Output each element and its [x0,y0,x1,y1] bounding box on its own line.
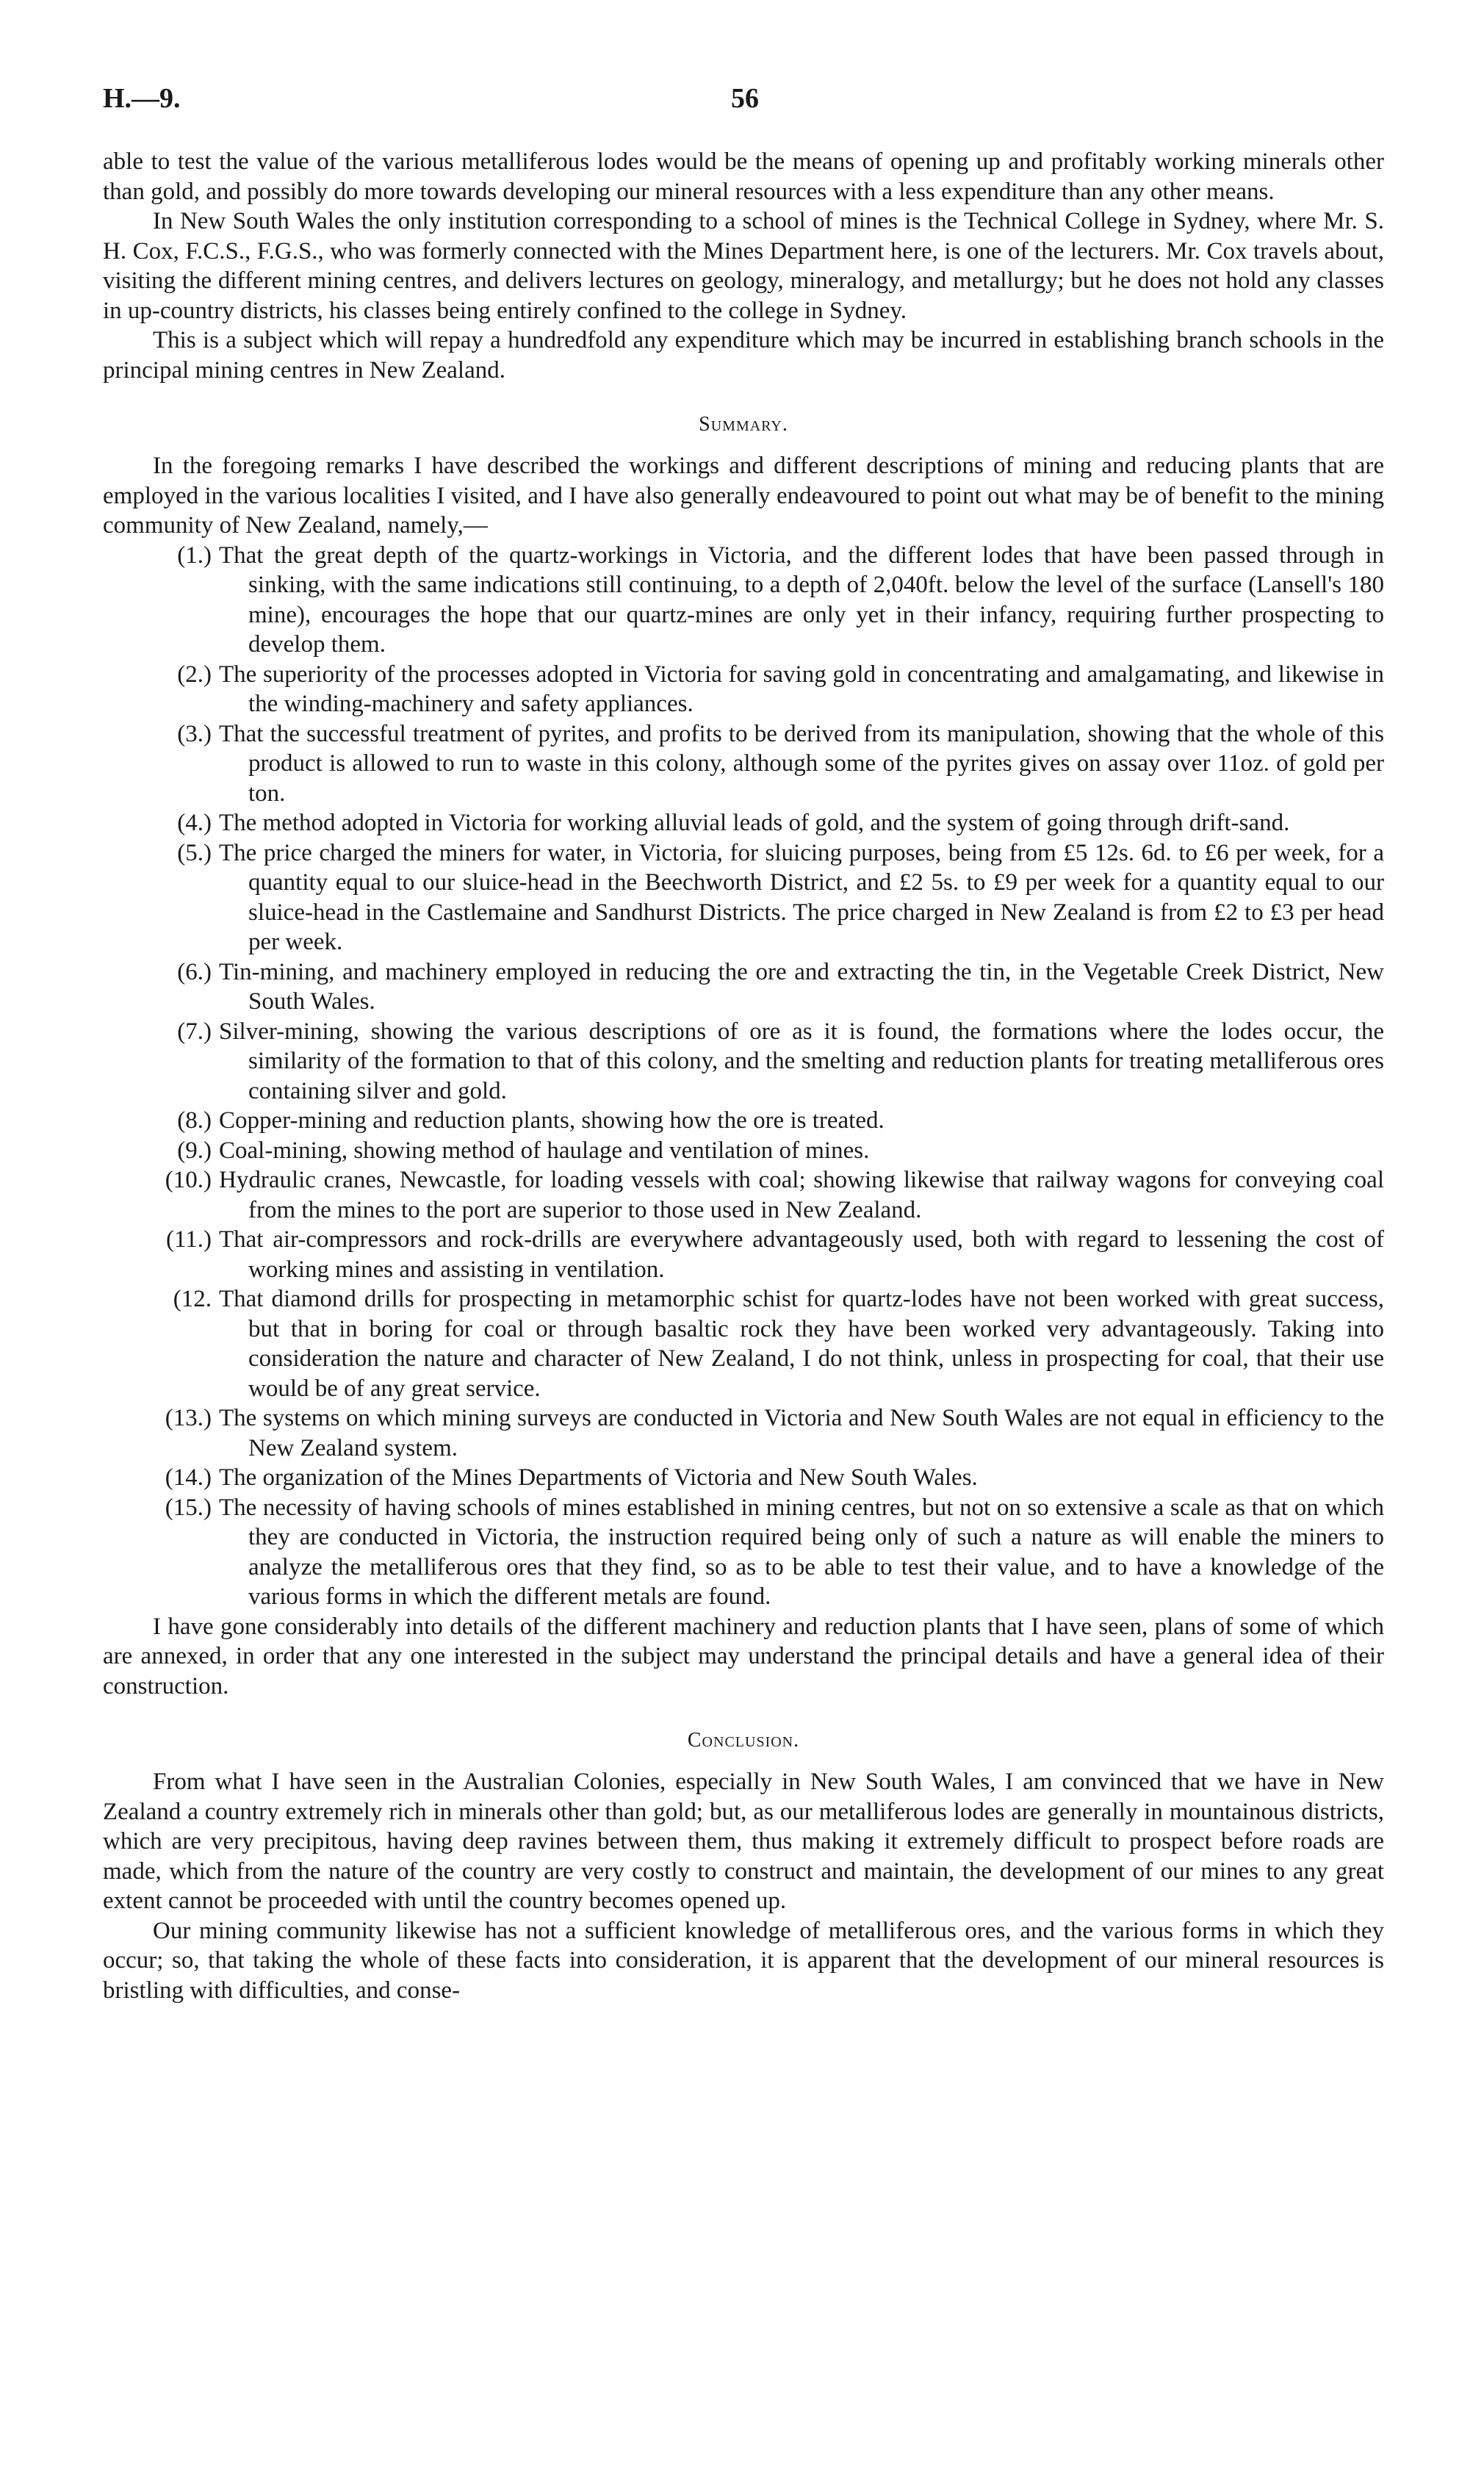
item-number: (9.) [177,1137,212,1164]
item-number: (4.) [177,810,212,836]
paragraph: Our mining community likewise has not a sufficient knowledge of metalliferous ores, and the various forms in which they occur; so, that taking the whole of these facts into consideration, it is apparent that the development of our mineral resources is bristling with difficulties, and conse- [103,1917,1384,2004]
item-number: (12. [173,1286,212,1312]
item-text: The organization of the Mines Departments of Victoria and New South Wales. [219,1464,978,1491]
item-number: (5.) [177,839,212,866]
item-text: The necessity of having schools of mines established in mining centres, but not on so extensive a scale as that on which they are conducted in Victoria, the instruction required being only of such a nature as will enable the miners to analyze the metalliferous ores that they find, so as to be able to test their value, and to have a knowledge of the various forms in which the different metals are found. [219,1494,1384,1610]
item-text: The method adopted in Victoria for working alluvial leads of gold, and the system of going through drift-sand. [219,810,1290,836]
document-page [103,82,1384,2005]
running-header [103,82,1384,126]
item-number: (3.) [177,720,212,747]
list-item [103,957,1384,1017]
item-text: Silver-mining, showing the various descriptions of ore as it is found, the formations where the lodes occur, the similarity of the formation to that of this colony, and the smelting and reduction plants for treating metalliferous ores containing silver and gold. [219,1018,1384,1104]
item-text: Copper-mining and reduction plants, showing how the ore is treated. [219,1107,885,1134]
item-text: That diamond drills for prospecting in metamorphic schist for quartz-lodes have not been worked with great success, but that in boring for coal or through basaltic rock they have been worked very advantageously. Taking into consideration the nature and character of New Zealand, I do not think, unless in prospecting for coal, that their use would be of any great service. [219,1286,1384,1402]
summary-intro: In the foregoing remarks I have described the workings and different descriptions of mining and reducing plants that are employed in the various localities I visited, and I have also generally endeavoured to point out what may be of benefit to the mining community of New Zealand, namely,— [103,453,1384,539]
item-number: (13.) [165,1405,212,1431]
paragraph: This is a subject which will repay a hundredfold any expenditure which may be incurred in establishing branch schools in the principal mining centres in New Zealand. [103,327,1384,384]
list-item [103,1106,1384,1136]
list-item [103,1225,1384,1284]
item-number: (14.) [165,1464,212,1491]
list-item [103,1017,1384,1107]
list-item [103,838,1384,957]
item-number: (2.) [177,661,212,688]
item-number: (6.) [177,958,212,985]
item-number: (8.) [177,1107,212,1134]
summary-list [103,541,1384,1612]
paragraph: In New South Wales the only institution corresponding to a school of mines is the Technical College in Sydney, where Mr. S. H. Cox, F.C.S., F.G.S., who was formerly connected with the Mines Department here, is one of the lecturers. Mr. Cox travels about, visiting the different mining centres, and delivers lectures on geology, mineralogy, and metallurgy; but he does not hold any classes in up-country districts, his classes being entirely confined to the college in Sydney. [103,208,1384,324]
list-item [103,1403,1384,1463]
list-item [103,660,1384,719]
item-number: (1.) [177,542,212,569]
item-text: The price charged the miners for water, in Victoria, for sluicing purposes, being from £5 12s. 6d. to £6 per week, for a quantity equal to our sluice-head in the Beechworth District, and £2 5s. to £9 per week for a quantity equal to our sluice-head in the Castlemaine and Sandhurst Districts. The price charged in New Zealand is from £2 to £3 per head per week. [219,839,1384,955]
list-item [103,1136,1384,1166]
item-text: That air-compressors and rock-drills are everywhere advantageously used, both with regard to lessening the cost of working mines and assisting in ventilation. [219,1226,1384,1283]
conclusion-heading: Conclusion. [687,1729,800,1752]
list-item [103,808,1384,838]
item-number: (15.) [165,1494,212,1521]
list-item [103,1463,1384,1493]
summary-heading: Summary. [699,413,788,436]
list-item [103,1284,1384,1403]
item-text: That the successful treatment of pyrites, and profits to be derived from its manipulation, showing that the whole of this product is allowed to run to waste in this colony, although some of the pyrites gives on assay over 11oz. of gold per ton. [219,720,1384,807]
summary-section [103,413,1384,1701]
item-text: Hydraulic cranes, Newcastle, for loading vessels with coal; showing likewise that railway wagons for conveying coal from the mines to the port are superior to those used in New Zealand. [219,1167,1384,1223]
paragraph: able to test the value of the various metalliferous lodes would be the means of opening up and profitably working minerals other than gold, and possibly do more towards developing our mineral resources with a less expenditure than any other means. [103,148,1384,205]
item-text: The superiority of the processes adopted in Victoria for saving gold in concentrating and amalgamating, and likewise in the winding-machinery and safety appliances. [219,661,1384,717]
intro-section [103,147,1384,385]
item-text: That the great depth of the quartz-workings in Victoria, and the different lodes that have been passed through in sinking, with the same indications still continuing, to a depth of 2,040ft. below the level of the surface (Lansell's 180 mine), encourages the hope that our quartz-mines are only yet in their infancy, requiring further prospecting to develop them. [219,542,1384,658]
item-text: The systems on which mining surveys are conducted in Victoria and New South Wales are not equal in efficiency to the New Zealand system. [219,1405,1384,1461]
report-reference: H.—9. [103,83,181,114]
paragraph: From what I have seen in the Australian Colonies, especially in New South Wales, I am convinced that we have in New Zealand a country extremely rich in minerals other than gold; but, as our metalliferous lodes are generally in mountainous districts, which are very precipitous, having deep ravines between them, thus making it extremely difficult to prospect before roads are made, which from the nature of the country are very costly to construct and maintain, the development of our mines to any great extent cannot be proceeded with until the country becomes opened up. [103,1769,1384,1914]
list-item [103,719,1384,809]
conclusion-section [103,1729,1384,2005]
list-item [103,1165,1384,1225]
item-text: Coal-mining, showing method of haulage and ventilation of mines. [219,1137,870,1164]
summary-closing: I have gone considerably into details of the different machinery and reduction plants that I have seen, plans of some of which are annexed, in order that any one interested in the subject may understand the principal details and have a general idea of their construction. [103,1613,1384,1699]
list-item [103,1493,1384,1612]
list-item [103,541,1384,660]
item-number: (10.) [165,1167,212,1193]
item-number: (11.) [165,1226,212,1253]
item-text: Tin-mining, and machinery employed in reducing the ore and extracting the tin, in the Vegetable Creek District, New South Wales. [219,958,1384,1015]
item-number: (7.) [177,1018,212,1045]
page-number: 56 [731,83,759,114]
